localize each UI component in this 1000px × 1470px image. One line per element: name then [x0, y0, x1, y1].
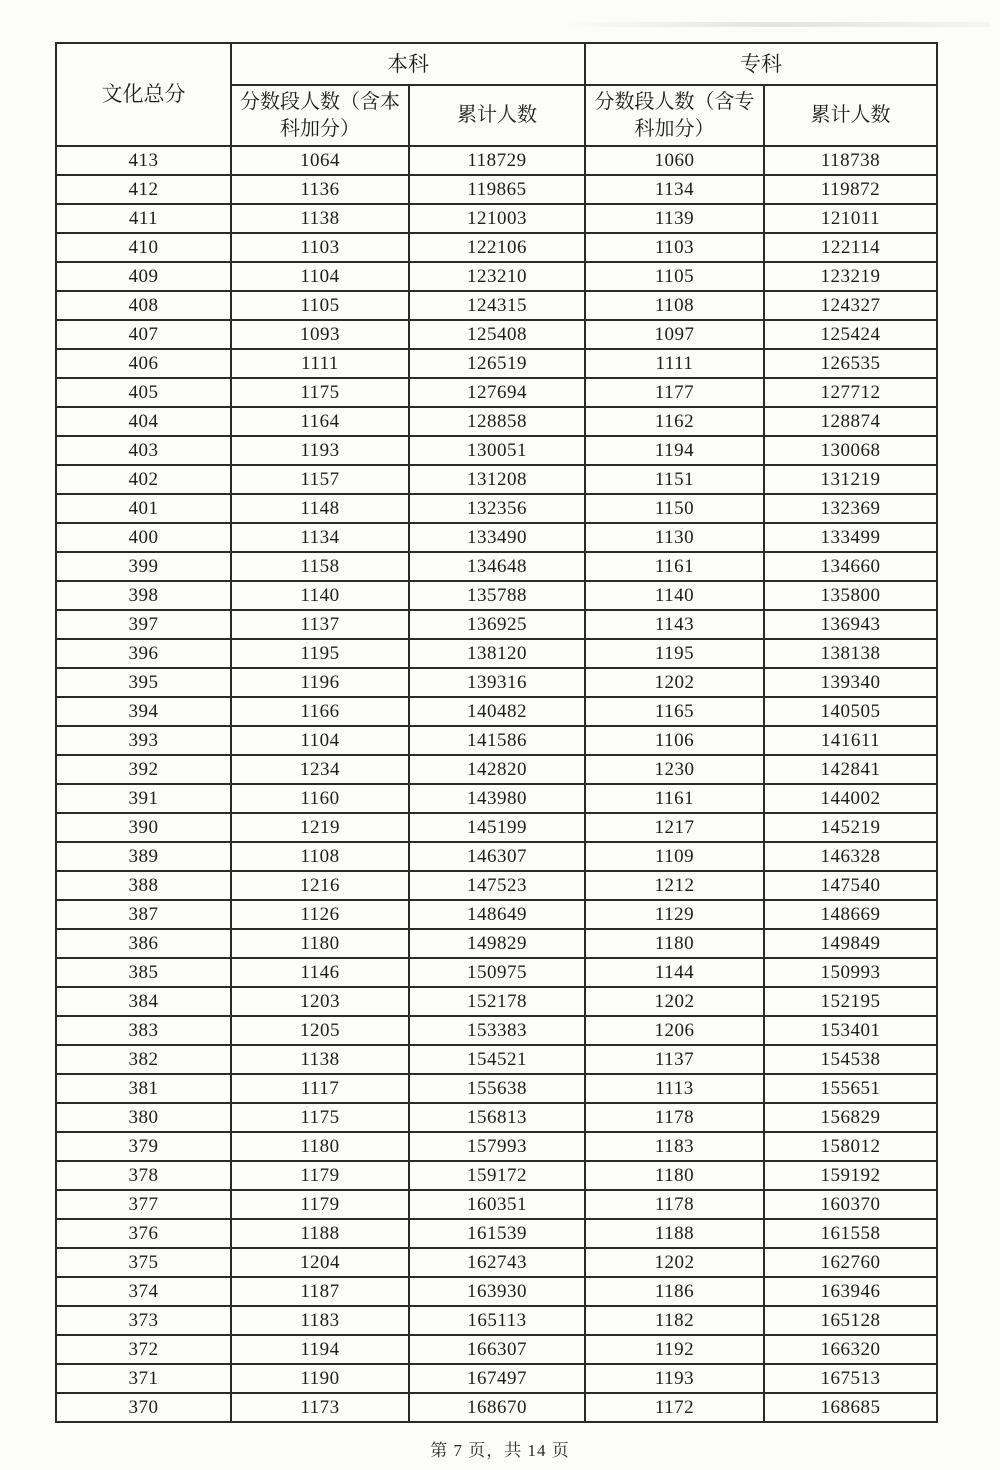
score-cell: 397 — [56, 610, 231, 639]
scan-artifact — [560, 22, 990, 27]
count-cell: 148669 — [764, 900, 937, 929]
count-cell: 1173 — [231, 1393, 409, 1422]
score-cell: 390 — [56, 813, 231, 842]
count-cell: 1217 — [585, 813, 764, 842]
score-cell: 372 — [56, 1335, 231, 1364]
count-cell: 126519 — [409, 349, 585, 378]
count-cell: 1166 — [231, 697, 409, 726]
score-cell: 408 — [56, 291, 231, 320]
count-cell: 132356 — [409, 494, 585, 523]
header-zhuanke-group: 专科 — [585, 43, 937, 85]
count-cell: 160351 — [409, 1190, 585, 1219]
table-row — [56, 1306, 937, 1335]
count-cell: 1097 — [585, 320, 764, 349]
count-cell: 149849 — [764, 929, 937, 958]
score-cell: 406 — [56, 349, 231, 378]
count-cell: 162743 — [409, 1248, 585, 1277]
count-cell: 1178 — [585, 1190, 764, 1219]
score-cell: 407 — [56, 320, 231, 349]
table-row — [56, 320, 937, 349]
count-cell: 167497 — [409, 1364, 585, 1393]
score-cell: 376 — [56, 1219, 231, 1248]
count-cell: 1144 — [585, 958, 764, 987]
count-cell: 154538 — [764, 1045, 937, 1074]
count-cell: 133499 — [764, 523, 937, 552]
count-cell: 145199 — [409, 813, 585, 842]
count-cell: 140505 — [764, 697, 937, 726]
count-cell: 165113 — [409, 1306, 585, 1335]
table-row — [56, 262, 937, 291]
count-cell: 146307 — [409, 842, 585, 871]
header-zhuanke-cumulative-count: 累计人数 — [764, 85, 937, 146]
table-row — [56, 494, 937, 523]
score-cell: 401 — [56, 494, 231, 523]
count-cell: 153383 — [409, 1016, 585, 1045]
count-cell: 1188 — [231, 1219, 409, 1248]
count-cell: 1175 — [231, 378, 409, 407]
count-cell: 136943 — [764, 610, 937, 639]
table-row — [56, 349, 937, 378]
count-cell: 1108 — [585, 291, 764, 320]
count-cell: 1212 — [585, 871, 764, 900]
count-cell: 146328 — [764, 842, 937, 871]
header-benke-group: 本科 — [231, 43, 585, 85]
table-row — [56, 929, 937, 958]
table-row — [56, 1045, 937, 1074]
score-cell: 387 — [56, 900, 231, 929]
table-row — [56, 987, 937, 1016]
score-cell: 412 — [56, 175, 231, 204]
count-cell: 1219 — [231, 813, 409, 842]
table-row — [56, 958, 937, 987]
count-cell: 127694 — [409, 378, 585, 407]
count-cell: 1162 — [585, 407, 764, 436]
count-cell: 134648 — [409, 552, 585, 581]
header-total-score: 文化总分 — [56, 43, 231, 146]
count-cell: 154521 — [409, 1045, 585, 1074]
score-cell: 409 — [56, 262, 231, 291]
count-cell: 142841 — [764, 755, 937, 784]
count-cell: 1138 — [231, 204, 409, 233]
count-cell: 1175 — [231, 1103, 409, 1132]
count-cell: 156813 — [409, 1103, 585, 1132]
count-cell: 1139 — [585, 204, 764, 233]
count-cell: 131219 — [764, 465, 937, 494]
count-cell: 1148 — [231, 494, 409, 523]
count-cell: 1193 — [585, 1364, 764, 1393]
count-cell: 119865 — [409, 175, 585, 204]
count-cell: 130068 — [764, 436, 937, 465]
count-cell: 138120 — [409, 639, 585, 668]
score-cell: 399 — [56, 552, 231, 581]
count-cell: 1202 — [585, 987, 764, 1016]
table-row — [56, 1277, 937, 1306]
count-cell: 126535 — [764, 349, 937, 378]
table-row — [56, 1190, 937, 1219]
count-cell: 140482 — [409, 697, 585, 726]
count-cell: 1140 — [231, 581, 409, 610]
score-cell: 378 — [56, 1161, 231, 1190]
score-cell: 400 — [56, 523, 231, 552]
page-footer: 第 7 页，共 14 页 — [430, 1441, 570, 1460]
score-cell: 403 — [56, 436, 231, 465]
count-cell: 161558 — [764, 1219, 937, 1248]
table-row — [56, 639, 937, 668]
count-cell: 1157 — [231, 465, 409, 494]
header-benke-segment-count: 分数段人数（含本科加分） — [231, 85, 409, 146]
table-row — [56, 784, 937, 813]
score-cell: 389 — [56, 842, 231, 871]
table-row — [56, 204, 937, 233]
count-cell: 122114 — [764, 233, 937, 262]
score-cell: 404 — [56, 407, 231, 436]
count-cell: 1178 — [585, 1103, 764, 1132]
score-cell: 374 — [56, 1277, 231, 1306]
count-cell: 147523 — [409, 871, 585, 900]
count-cell: 1190 — [231, 1364, 409, 1393]
score-cell: 413 — [56, 146, 231, 175]
count-cell: 1177 — [585, 378, 764, 407]
table-row — [56, 697, 937, 726]
score-cell: 373 — [56, 1306, 231, 1335]
score-cell: 384 — [56, 987, 231, 1016]
table-row — [56, 726, 937, 755]
score-cell: 381 — [56, 1074, 231, 1103]
score-distribution-table — [55, 42, 938, 1423]
score-cell: 380 — [56, 1103, 231, 1132]
score-cell: 388 — [56, 871, 231, 900]
table-row — [56, 1074, 937, 1103]
count-cell: 128858 — [409, 407, 585, 436]
count-cell: 145219 — [764, 813, 937, 842]
score-cell: 394 — [56, 697, 231, 726]
count-cell: 1179 — [231, 1190, 409, 1219]
score-cell: 392 — [56, 755, 231, 784]
table-row — [56, 523, 937, 552]
count-cell: 141611 — [764, 726, 937, 755]
count-cell: 1109 — [585, 842, 764, 871]
count-cell: 165128 — [764, 1306, 937, 1335]
count-cell: 162760 — [764, 1248, 937, 1277]
count-cell: 1104 — [231, 726, 409, 755]
score-cell: 370 — [56, 1393, 231, 1422]
table-row — [56, 1248, 937, 1277]
count-cell: 1230 — [585, 755, 764, 784]
count-cell: 156829 — [764, 1103, 937, 1132]
count-cell: 125408 — [409, 320, 585, 349]
count-cell: 1188 — [585, 1219, 764, 1248]
header-zhuanke-segment-count: 分数段人数（含专科加分） — [585, 85, 764, 146]
count-cell: 1202 — [585, 668, 764, 697]
count-cell: 166307 — [409, 1335, 585, 1364]
table-row — [56, 291, 937, 320]
table-row — [56, 465, 937, 494]
count-cell: 130051 — [409, 436, 585, 465]
count-cell: 1104 — [231, 262, 409, 291]
score-table-body — [56, 146, 937, 1422]
count-cell: 1093 — [231, 320, 409, 349]
count-cell: 159192 — [764, 1161, 937, 1190]
count-cell: 138138 — [764, 639, 937, 668]
count-cell: 1151 — [585, 465, 764, 494]
count-cell: 1196 — [231, 668, 409, 697]
count-cell: 1205 — [231, 1016, 409, 1045]
count-cell: 1203 — [231, 987, 409, 1016]
count-cell: 1158 — [231, 552, 409, 581]
table-header — [56, 43, 937, 146]
count-cell: 1161 — [585, 552, 764, 581]
count-cell: 121003 — [409, 204, 585, 233]
count-cell: 160370 — [764, 1190, 937, 1219]
count-cell: 1204 — [231, 1248, 409, 1277]
count-cell: 136925 — [409, 610, 585, 639]
count-cell: 153401 — [764, 1016, 937, 1045]
count-cell: 119872 — [764, 175, 937, 204]
table-row — [56, 900, 937, 929]
count-cell: 1140 — [585, 581, 764, 610]
count-cell: 1161 — [585, 784, 764, 813]
count-cell: 1113 — [585, 1074, 764, 1103]
count-cell: 148649 — [409, 900, 585, 929]
table-row — [56, 175, 937, 204]
count-cell: 1106 — [585, 726, 764, 755]
count-cell: 123210 — [409, 262, 585, 291]
count-cell: 1195 — [231, 639, 409, 668]
count-cell: 133490 — [409, 523, 585, 552]
score-cell: 386 — [56, 929, 231, 958]
count-cell: 152178 — [409, 987, 585, 1016]
score-cell: 375 — [56, 1248, 231, 1277]
count-cell: 1136 — [231, 175, 409, 204]
count-cell: 143980 — [409, 784, 585, 813]
header-benke-cumulative-count: 累计人数 — [409, 85, 585, 146]
count-cell: 1183 — [231, 1306, 409, 1335]
table-row — [56, 842, 937, 871]
count-cell: 158012 — [764, 1132, 937, 1161]
score-cell: 383 — [56, 1016, 231, 1045]
count-cell: 1143 — [585, 610, 764, 639]
header-group-row — [56, 43, 937, 85]
count-cell: 1105 — [585, 262, 764, 291]
count-cell: 1180 — [585, 929, 764, 958]
table-row — [56, 871, 937, 900]
count-cell: 149829 — [409, 929, 585, 958]
count-cell: 1146 — [231, 958, 409, 987]
table-row — [56, 668, 937, 697]
count-cell: 123219 — [764, 262, 937, 291]
count-cell: 144002 — [764, 784, 937, 813]
count-cell: 157993 — [409, 1132, 585, 1161]
table-row — [56, 233, 937, 262]
count-cell: 1160 — [231, 784, 409, 813]
count-cell: 1064 — [231, 146, 409, 175]
score-cell: 377 — [56, 1190, 231, 1219]
count-cell: 1194 — [585, 436, 764, 465]
count-cell: 1111 — [231, 349, 409, 378]
score-cell: 382 — [56, 1045, 231, 1074]
count-cell: 1194 — [231, 1335, 409, 1364]
count-cell: 163930 — [409, 1277, 585, 1306]
count-cell: 1180 — [585, 1161, 764, 1190]
count-cell: 1202 — [585, 1248, 764, 1277]
count-cell: 1137 — [231, 610, 409, 639]
count-cell: 135800 — [764, 581, 937, 610]
count-cell: 127712 — [764, 378, 937, 407]
count-cell: 132369 — [764, 494, 937, 523]
count-cell: 128874 — [764, 407, 937, 436]
count-cell: 1134 — [231, 523, 409, 552]
count-cell: 125424 — [764, 320, 937, 349]
count-cell: 1195 — [585, 639, 764, 668]
count-cell: 1103 — [231, 233, 409, 262]
count-cell: 1165 — [585, 697, 764, 726]
count-cell: 1182 — [585, 1306, 764, 1335]
count-cell: 1179 — [231, 1161, 409, 1190]
count-cell: 166320 — [764, 1335, 937, 1364]
score-cell: 379 — [56, 1132, 231, 1161]
count-cell: 168670 — [409, 1393, 585, 1422]
score-cell: 402 — [56, 465, 231, 494]
table-row — [56, 1335, 937, 1364]
count-cell: 1117 — [231, 1074, 409, 1103]
count-cell: 1138 — [231, 1045, 409, 1074]
score-cell: 410 — [56, 233, 231, 262]
count-cell: 1060 — [585, 146, 764, 175]
count-cell: 141586 — [409, 726, 585, 755]
count-cell: 1150 — [585, 494, 764, 523]
count-cell: 1134 — [585, 175, 764, 204]
count-cell: 1111 — [585, 349, 764, 378]
table-row — [56, 610, 937, 639]
score-cell: 385 — [56, 958, 231, 987]
count-cell: 1234 — [231, 755, 409, 784]
table-row — [56, 755, 937, 784]
count-cell: 159172 — [409, 1161, 585, 1190]
count-cell: 1126 — [231, 900, 409, 929]
count-cell: 1186 — [585, 1277, 764, 1306]
table-row — [56, 813, 937, 842]
count-cell: 147540 — [764, 871, 937, 900]
table-row — [56, 1364, 937, 1393]
count-cell: 131208 — [409, 465, 585, 494]
score-cell: 395 — [56, 668, 231, 697]
count-cell: 134660 — [764, 552, 937, 581]
table-row — [56, 1103, 937, 1132]
count-cell: 168685 — [764, 1393, 937, 1422]
count-cell: 163946 — [764, 1277, 937, 1306]
score-cell: 393 — [56, 726, 231, 755]
score-cell: 371 — [56, 1364, 231, 1393]
count-cell: 1187 — [231, 1277, 409, 1306]
count-cell: 118729 — [409, 146, 585, 175]
count-cell: 124327 — [764, 291, 937, 320]
score-cell: 396 — [56, 639, 231, 668]
table-row — [56, 378, 937, 407]
count-cell: 1164 — [231, 407, 409, 436]
count-cell: 167513 — [764, 1364, 937, 1393]
count-cell: 1206 — [585, 1016, 764, 1045]
count-cell: 139340 — [764, 668, 937, 697]
count-cell: 121011 — [764, 204, 937, 233]
count-cell: 161539 — [409, 1219, 585, 1248]
count-cell: 118738 — [764, 146, 937, 175]
score-cell: 398 — [56, 581, 231, 610]
count-cell: 1105 — [231, 291, 409, 320]
table-row — [56, 407, 937, 436]
table-row — [56, 146, 937, 175]
count-cell: 1193 — [231, 436, 409, 465]
score-cell: 411 — [56, 204, 231, 233]
count-cell: 150993 — [764, 958, 937, 987]
count-cell: 1172 — [585, 1393, 764, 1422]
count-cell: 155638 — [409, 1074, 585, 1103]
count-cell: 1108 — [231, 842, 409, 871]
table-row — [56, 581, 937, 610]
table-row — [56, 1393, 937, 1422]
count-cell: 155651 — [764, 1074, 937, 1103]
count-cell: 1180 — [231, 929, 409, 958]
count-cell: 1137 — [585, 1045, 764, 1074]
count-cell: 1183 — [585, 1132, 764, 1161]
count-cell: 150975 — [409, 958, 585, 987]
count-cell: 1103 — [585, 233, 764, 262]
count-cell: 122106 — [409, 233, 585, 262]
table-row — [56, 552, 937, 581]
table-row — [56, 1219, 937, 1248]
score-cell: 391 — [56, 784, 231, 813]
table-row — [56, 1016, 937, 1045]
count-cell: 135788 — [409, 581, 585, 610]
table-row — [56, 436, 937, 465]
table-row — [56, 1161, 937, 1190]
count-cell: 1192 — [585, 1335, 764, 1364]
score-cell: 405 — [56, 378, 231, 407]
count-cell: 1130 — [585, 523, 764, 552]
table-row — [56, 1132, 937, 1161]
count-cell: 152195 — [764, 987, 937, 1016]
count-cell: 139316 — [409, 668, 585, 697]
count-cell: 142820 — [409, 755, 585, 784]
count-cell: 1180 — [231, 1132, 409, 1161]
count-cell: 124315 — [409, 291, 585, 320]
count-cell: 1216 — [231, 871, 409, 900]
count-cell: 1129 — [585, 900, 764, 929]
